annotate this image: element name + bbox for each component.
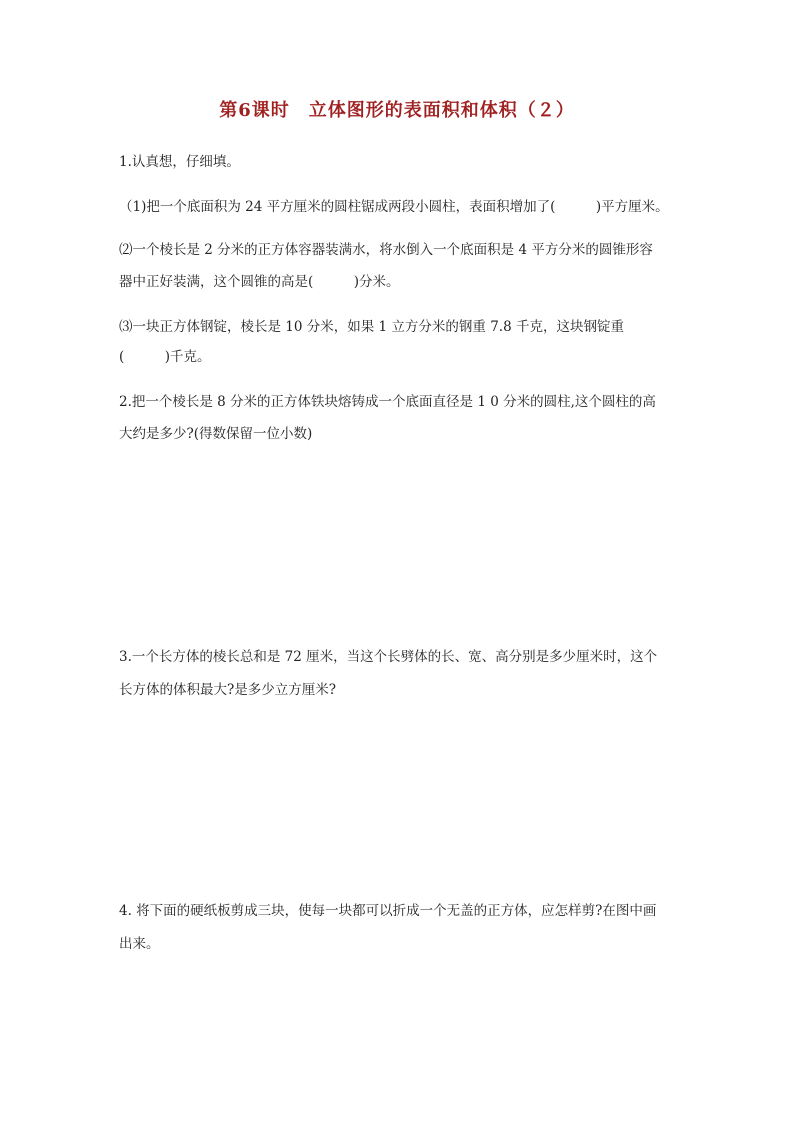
question-4-line-1: 4. 将下面的硬纸板剪成三块，使每一块都可以折成一个无盖的正方体，应怎样剪?在图中画 (119, 903, 657, 919)
question-4-line-2: 出来。 (119, 936, 160, 952)
page-title: 第6课时 立体图形的表面积和体积（２） (219, 100, 575, 121)
question-1-item-2-line-2: 器中正好装满，这个圆锥的高是( )分米。 (119, 274, 400, 290)
question-1-heading: 1.认真想，仔细填。 (119, 154, 240, 170)
question-3-line-2: 长方体的体积最大?是多少立方厘米? (119, 682, 336, 698)
question-1-item-1: （1)把一个底面积为 24 平方厘米的圆柱锯成两段小圆柱，表面积增加了( )平方厘米。 (119, 199, 669, 215)
question-1-item-3-line-2: ( )千克。 (119, 349, 211, 365)
question-2-line-2: 大约是多少?(得数保留一位小数) (119, 426, 313, 442)
question-3-line-1: 3.一个长方体的棱长总和是 72 厘米，当这个长劈体的长、宽、高分别是多少厘米时，这个 (119, 649, 658, 665)
question-1-item-2-line-1: ⑵一个棱长是 2 分米的正方体容器装满水，将水倒入一个底面积是 4 平方分米的圆锥形容 (119, 242, 653, 258)
question-2-line-1: 2.把一个棱长是 8 分米的正方体铁块熔铸成一个底面直径是 1 0 分米的圆柱,这个圆柱的高 (119, 394, 656, 410)
question-1-item-3-line-1: ⑶一块正方体钢锭，棱长是 10 分米，如果 1 立方分米的钢重 7.8 千克，这块钢锭重 (119, 319, 624, 335)
